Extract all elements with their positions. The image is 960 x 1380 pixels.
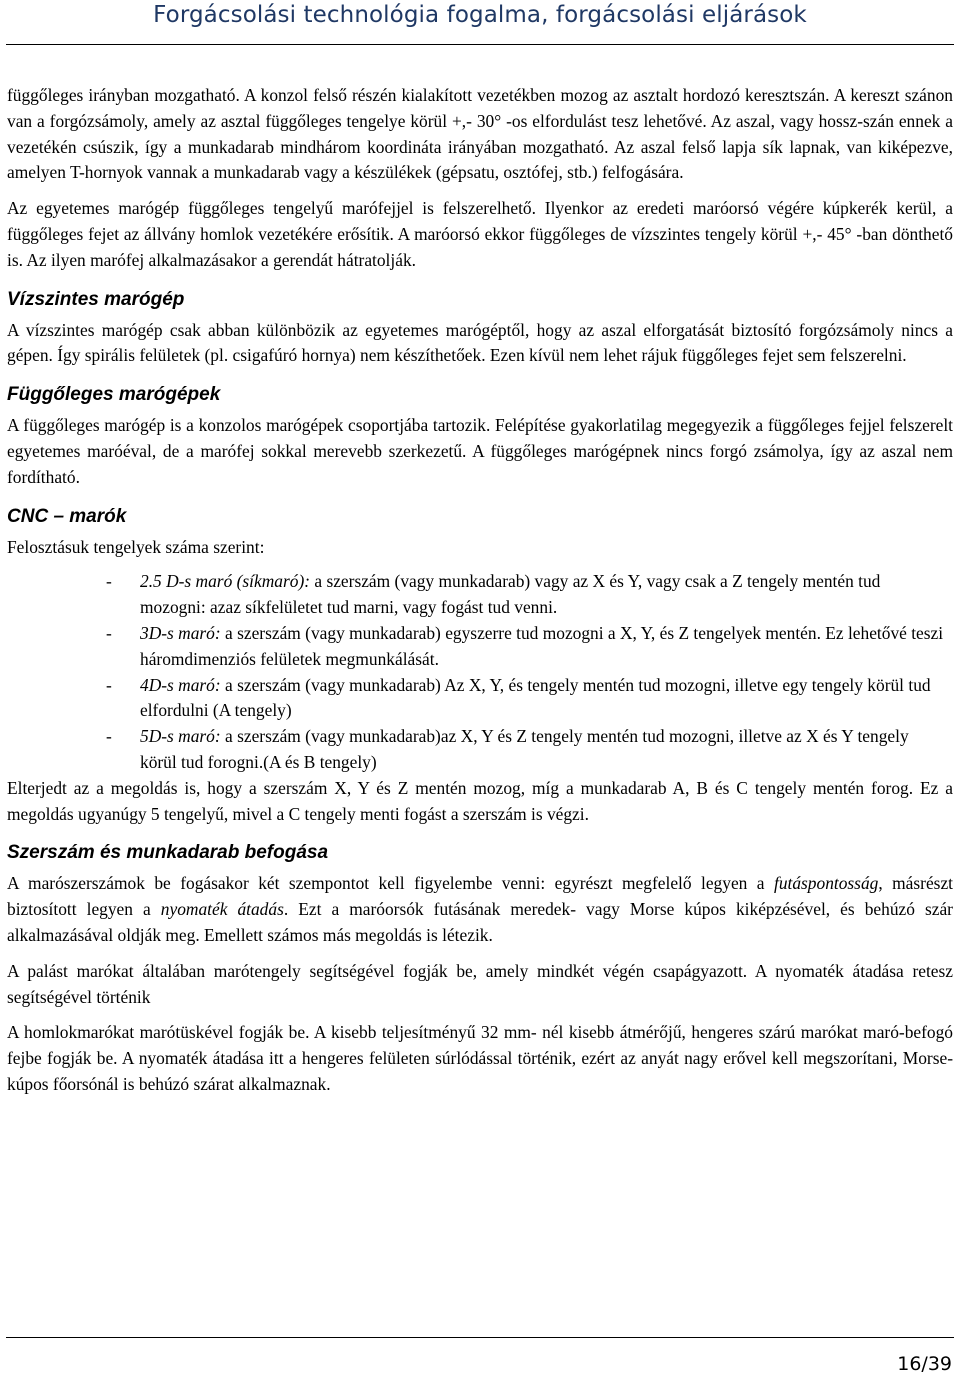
list-dash: - (106, 674, 112, 695)
list-item-term: 2.5 D-s maró (síkmaró): (140, 571, 311, 592)
text-run: . Ezt a maróorsók futásának meredek- vagy Morse kúpos kiképzésével, és behúzó szár alkalmazásával oldják meg. Emellett számos más megoldás is létezik. (7, 899, 953, 945)
paragraph-konzol: függőleges irányban mozgatható. A konzol felső részén kialakított vezetékben mozog az asztalt hordozó keresztszán. A kereszt szánon van a forgózsámoly, amely az asztal függőleges tengelye körül +,- 30° -os elfordulást tesz lehetővé. Az aszal, vagy hossz-szán ennek a vezetékén csúszik, így a munkadarab mindhárom koordináta irányában mozgatható. Az aszal felső lapja sík lapnak, van kiképezve, amelyen T-hornyok vannak a munkadarab vagy a készülékek (gépsatu, osztófej, stb.) felfogására. (7, 85, 953, 183)
list-item (7, 724, 953, 776)
list-dash: - (106, 571, 112, 592)
heading-cnc-marok: CNC – marók (7, 505, 127, 527)
emphasis-nyomatek-atadas: nyomaték átadás (160, 899, 284, 920)
heading-fuggoleges-marogepek: Függőleges marógépek (7, 384, 221, 406)
paragraph-maroszerszamok (7, 871, 953, 948)
list-item-term: 4D-s maró: (140, 674, 221, 695)
list-item-text: a szerszám (vagy munkadarab) vagy az X és Y, vagy csak a Z tengely mentén tud mozogni: azaz síkfelületet tud marni, vagy fogást tud venni. (140, 571, 881, 618)
text-run: A marószerszámok be fogásakor két szempontot kell figyelembe venni: egyrészt megfelelő legyen a (7, 873, 774, 894)
list-dash: - (106, 726, 112, 747)
page-header-title: Forgácsolási technológia fogalma, forgácsolási eljárások (153, 2, 807, 28)
header-divider (6, 44, 954, 45)
list-item-term: 5D-s maró: (140, 726, 221, 747)
paragraph-elterjedt-megoldas: Elterjedt az a megoldás is, hogy a szerszám X, Y és Z mentén mozog, míg a munkadarab A, B és C tengely mentén forog. Ez a megoldás ugyanúgy 5 tengelyű, mivel a C tengely menti fogást a szerszám is végzi. (7, 777, 953, 824)
list-item-text: a szerszám (vagy munkadarab) Az X, Y, és tengely mentén tud mozogni, illetve egy tengely körül tud elfordulni (A tengely) (140, 674, 931, 721)
paragraph-fuggoleges-marogepek: A függőleges marógép is a konzolos marógépek csoportjába tartozik. Felépítése gyakorlatilag megegyezik a függőleges fejjel felszerelt egyetemes maróéval, de a marófej sokkal merevebb szerkezetű. A függőleges marógépnek nincs forgó zsámolya, így az aszal nem fordítható. (7, 415, 953, 487)
document-body (7, 83, 953, 1108)
emphasis-futaspontossag: futáspontosság (773, 873, 879, 894)
heading-szerszam-befogasa: Szerszám és munkadarab befogása (7, 842, 329, 864)
paragraph-felosztas: Felosztásuk tengelyek száma szerint: (7, 536, 265, 557)
text-run: , másrészt biztosított legyen a (7, 873, 953, 920)
footer-divider (6, 1337, 954, 1338)
list-item-text: a szerszám (vagy munkadarab)az X, Y és Z tengely mentén tud mozogni, illetve az X és Y tengely körül tud forogni.(A és B tengely) (140, 726, 909, 772)
list-item (7, 569, 953, 621)
paragraph-palastmarok: A palást marókat általában marótengely segítségével fogják be, amely mindkét végén csapágyazott. A nyomaték átadása retesz segítségével történik (7, 960, 953, 1007)
paragraph-egyetemes-marofej: Az egyetemes marógép függőleges tengelyű marófejjel is felszerelhető. Ilyenkor az eredeti maróorsó végére kúpkerék kerül, a függőleges fejet az állvány homlok vezetékére erősítik. A maróorsó ekkor függőleges de vízszintes tengely körül +,- 45° -ban dönthető is. Az ilyen marófej alkalmazásakor a gerendát hátratolják. (7, 198, 953, 270)
paragraph-homlokmarok: A homlokmarókat marótüskével fogják be. A kisebb teljesítményű 32 mm- nél kisebb átmérőjű, hengeres szárú marókat maró-befogó fejbe fogják be. A nyomaték átadása itt a hengeres felületen súrlódással történik, ezért az anyát nagy erővel kell megszorítani, Morse- kúpos főorsónál is behúzó szárat alkalmaznak. (7, 1022, 953, 1094)
list-item (7, 673, 953, 725)
list-dash: - (106, 622, 112, 643)
list-item (7, 621, 953, 673)
page-number: 16/39 (897, 1353, 952, 1375)
list-item-text: a szerszám (vagy munkadarab) egyszerre tud mozogni a X, Y, és Z tengelyek mentén. Ez lehetővé teszi háromdimenziós felületek megmunkálását. (140, 622, 944, 669)
list-item-term: 3D-s maró: (140, 622, 221, 643)
cnc-axis-list (7, 569, 953, 775)
paragraph-vizszintes-marogep: A vízszintes marógép csak abban különbözik az egyetemes marógéptől, hogy az aszal elforgatását biztosító forgózsámoly nincs a gépen. Így spirális felületek (pl. csigafúró hornya) nem készíthetőek. Ezen kívül nem lehet rájuk függőleges fejet sem felszerelni. (7, 319, 953, 366)
heading-vizszintes-marogep: Vízszintes marógép (7, 288, 185, 310)
